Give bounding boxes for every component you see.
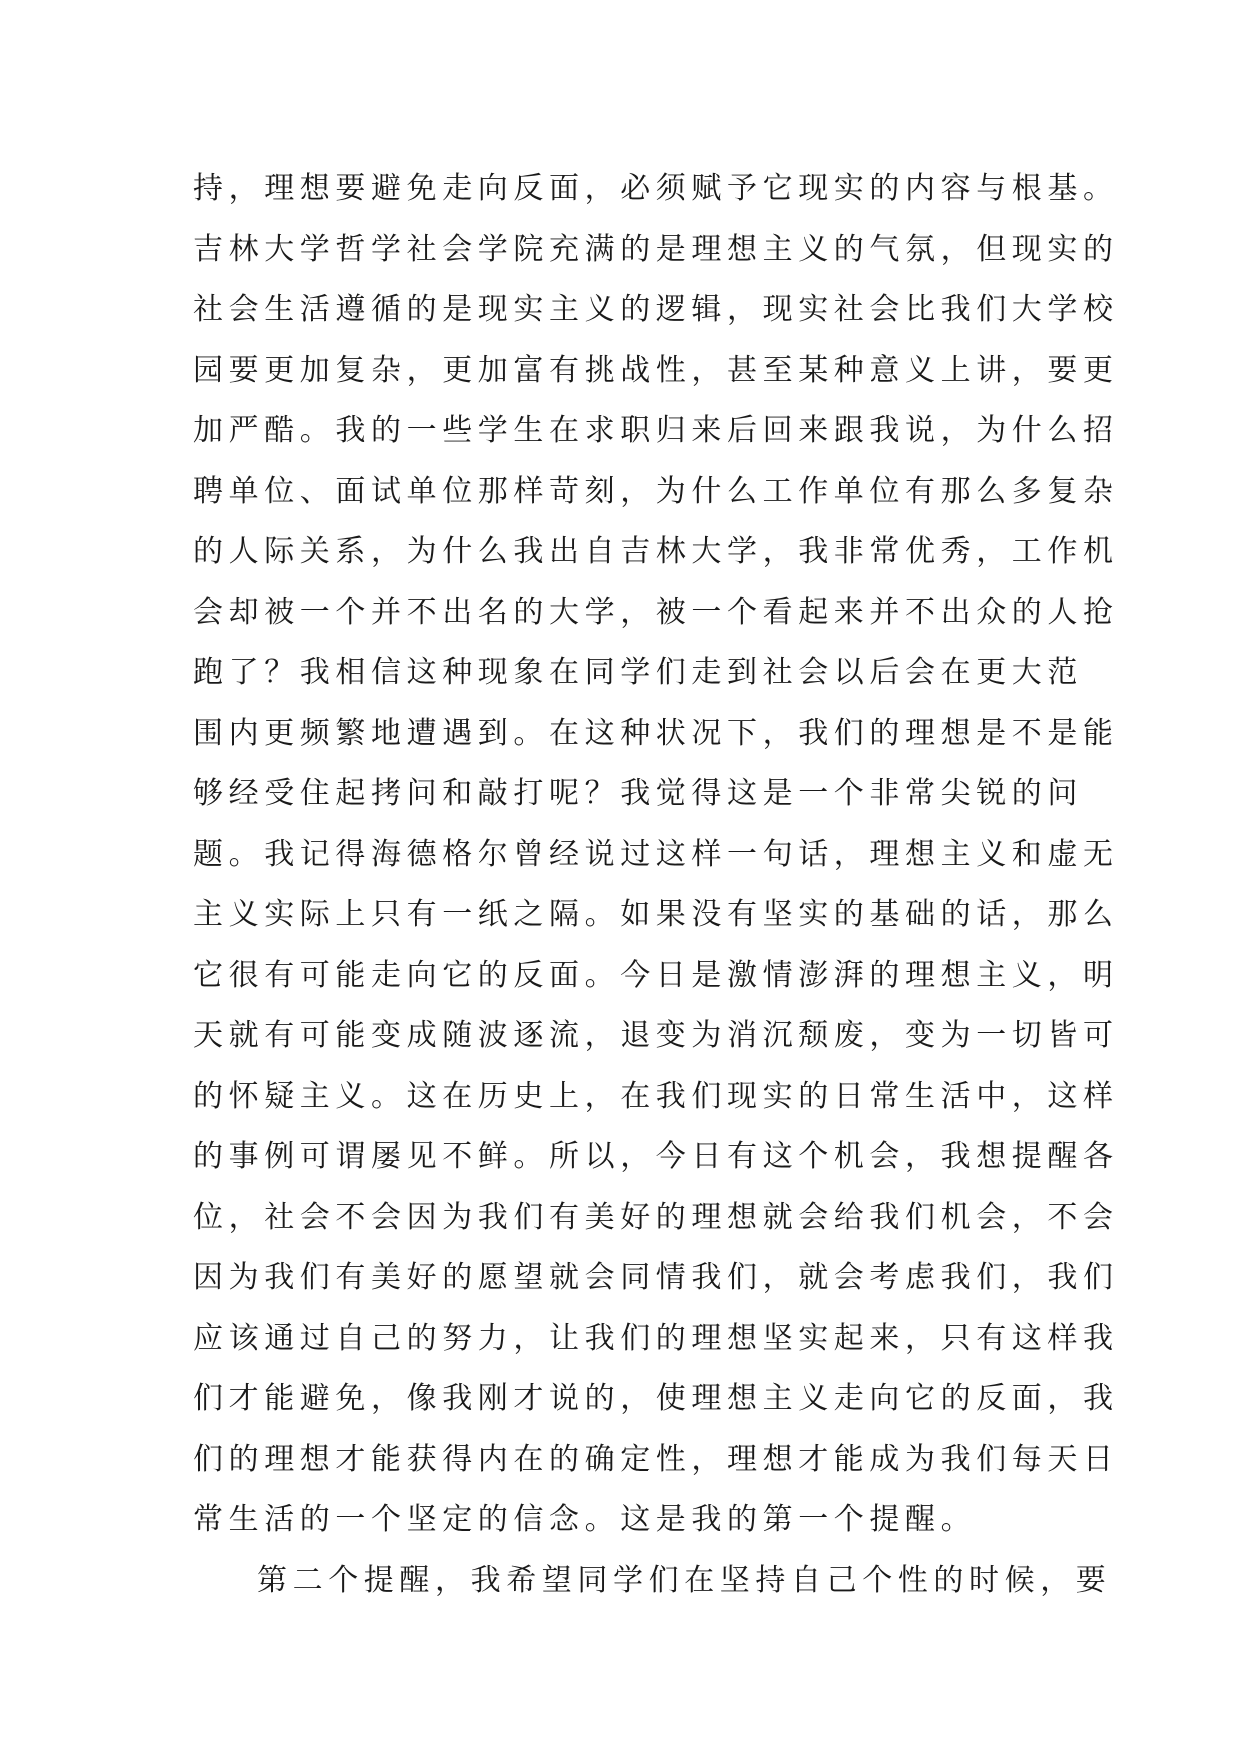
text-line: 们的理想才能获得内在的确定性，理想才能成为我们每天日 [193,1441,1119,1477]
text-line: 常生活的一个坚定的信念。这是我的第一个提醒。 [193,1502,977,1537]
text-line: 聘单位、面试单位那样苛刻，为什么工作单位有那么多复杂 [193,473,1119,509]
text-line: 跑了？我相信这种现象在同学们走到社会以后会在更大范 [193,655,1083,690]
text-line: 持，理想要避免走向反面，必须赋予它现实的内容与根基。 [193,171,1119,206]
text-line: 会却被一个并不出名的大学，被一个看起来并不出众的人抢 [193,594,1119,630]
text-line: 主义实际上只有一纸之隔。如果没有坚实的基础的话，那么 [193,897,1119,932]
text-line: 够经受住起拷问和敲打呢？我觉得这是一个非常尖锐的问 [193,776,1083,811]
text-line: 吉林大学哲学社会学院充满的是理想主义的气氛，但现实的 [193,231,1119,267]
text-line: 位，社会不会因为我们有美好的理想就会给我们机会，不会 [193,1199,1119,1235]
text-line: 它很有可能走向它的反面。今日是激情澎湃的理想主义，明 [193,957,1119,993]
text-line: 应该通过自己的努力，让我们的理想坚实起来，只有这样我 [193,1320,1119,1356]
text-line: 园要更加复杂，更加富有挑战性，甚至某种意义上讲，要更 [193,352,1119,388]
text-line: 天就有可能变成随波逐流，退变为消沉颓废，变为一切皆可 [193,1018,1119,1053]
paragraph-start-line: 第二个提醒，我希望同学们在坚持自己个性的时候，要 [257,1562,1112,1598]
text-line: 因为我们有美好的愿望就会同情我们，就会考虑我们，我们 [193,1260,1119,1295]
text-line: 们才能避免，像我刚才说的，使理想主义走向它的反面，我 [193,1381,1119,1416]
text-line: 围内更频繁地遭遇到。在这种状况下，我们的理想是不是能 [193,715,1119,751]
text-line: 社会生活遵循的是现实主义的逻辑，现实社会比我们大学校 [193,292,1119,327]
text-line: 的事例可谓屡见不鲜。所以，今日有这个机会，我想提醒各 [193,1139,1119,1174]
text-line: 加严酷。我的一些学生在求职归来后回来跟我说，为什么招 [193,413,1119,448]
body-text [193,159,1119,1611]
text-line: 的人际关系，为什么我出自吉林大学，我非常优秀，工作机 [193,534,1119,569]
text-line: 的怀疑主义。这在历史上，在我们现实的日常生活中，这样 [193,1078,1119,1114]
text-line: 题。我记得海德格尔曾经说过这样一句话，理想主义和虚无 [193,836,1119,872]
